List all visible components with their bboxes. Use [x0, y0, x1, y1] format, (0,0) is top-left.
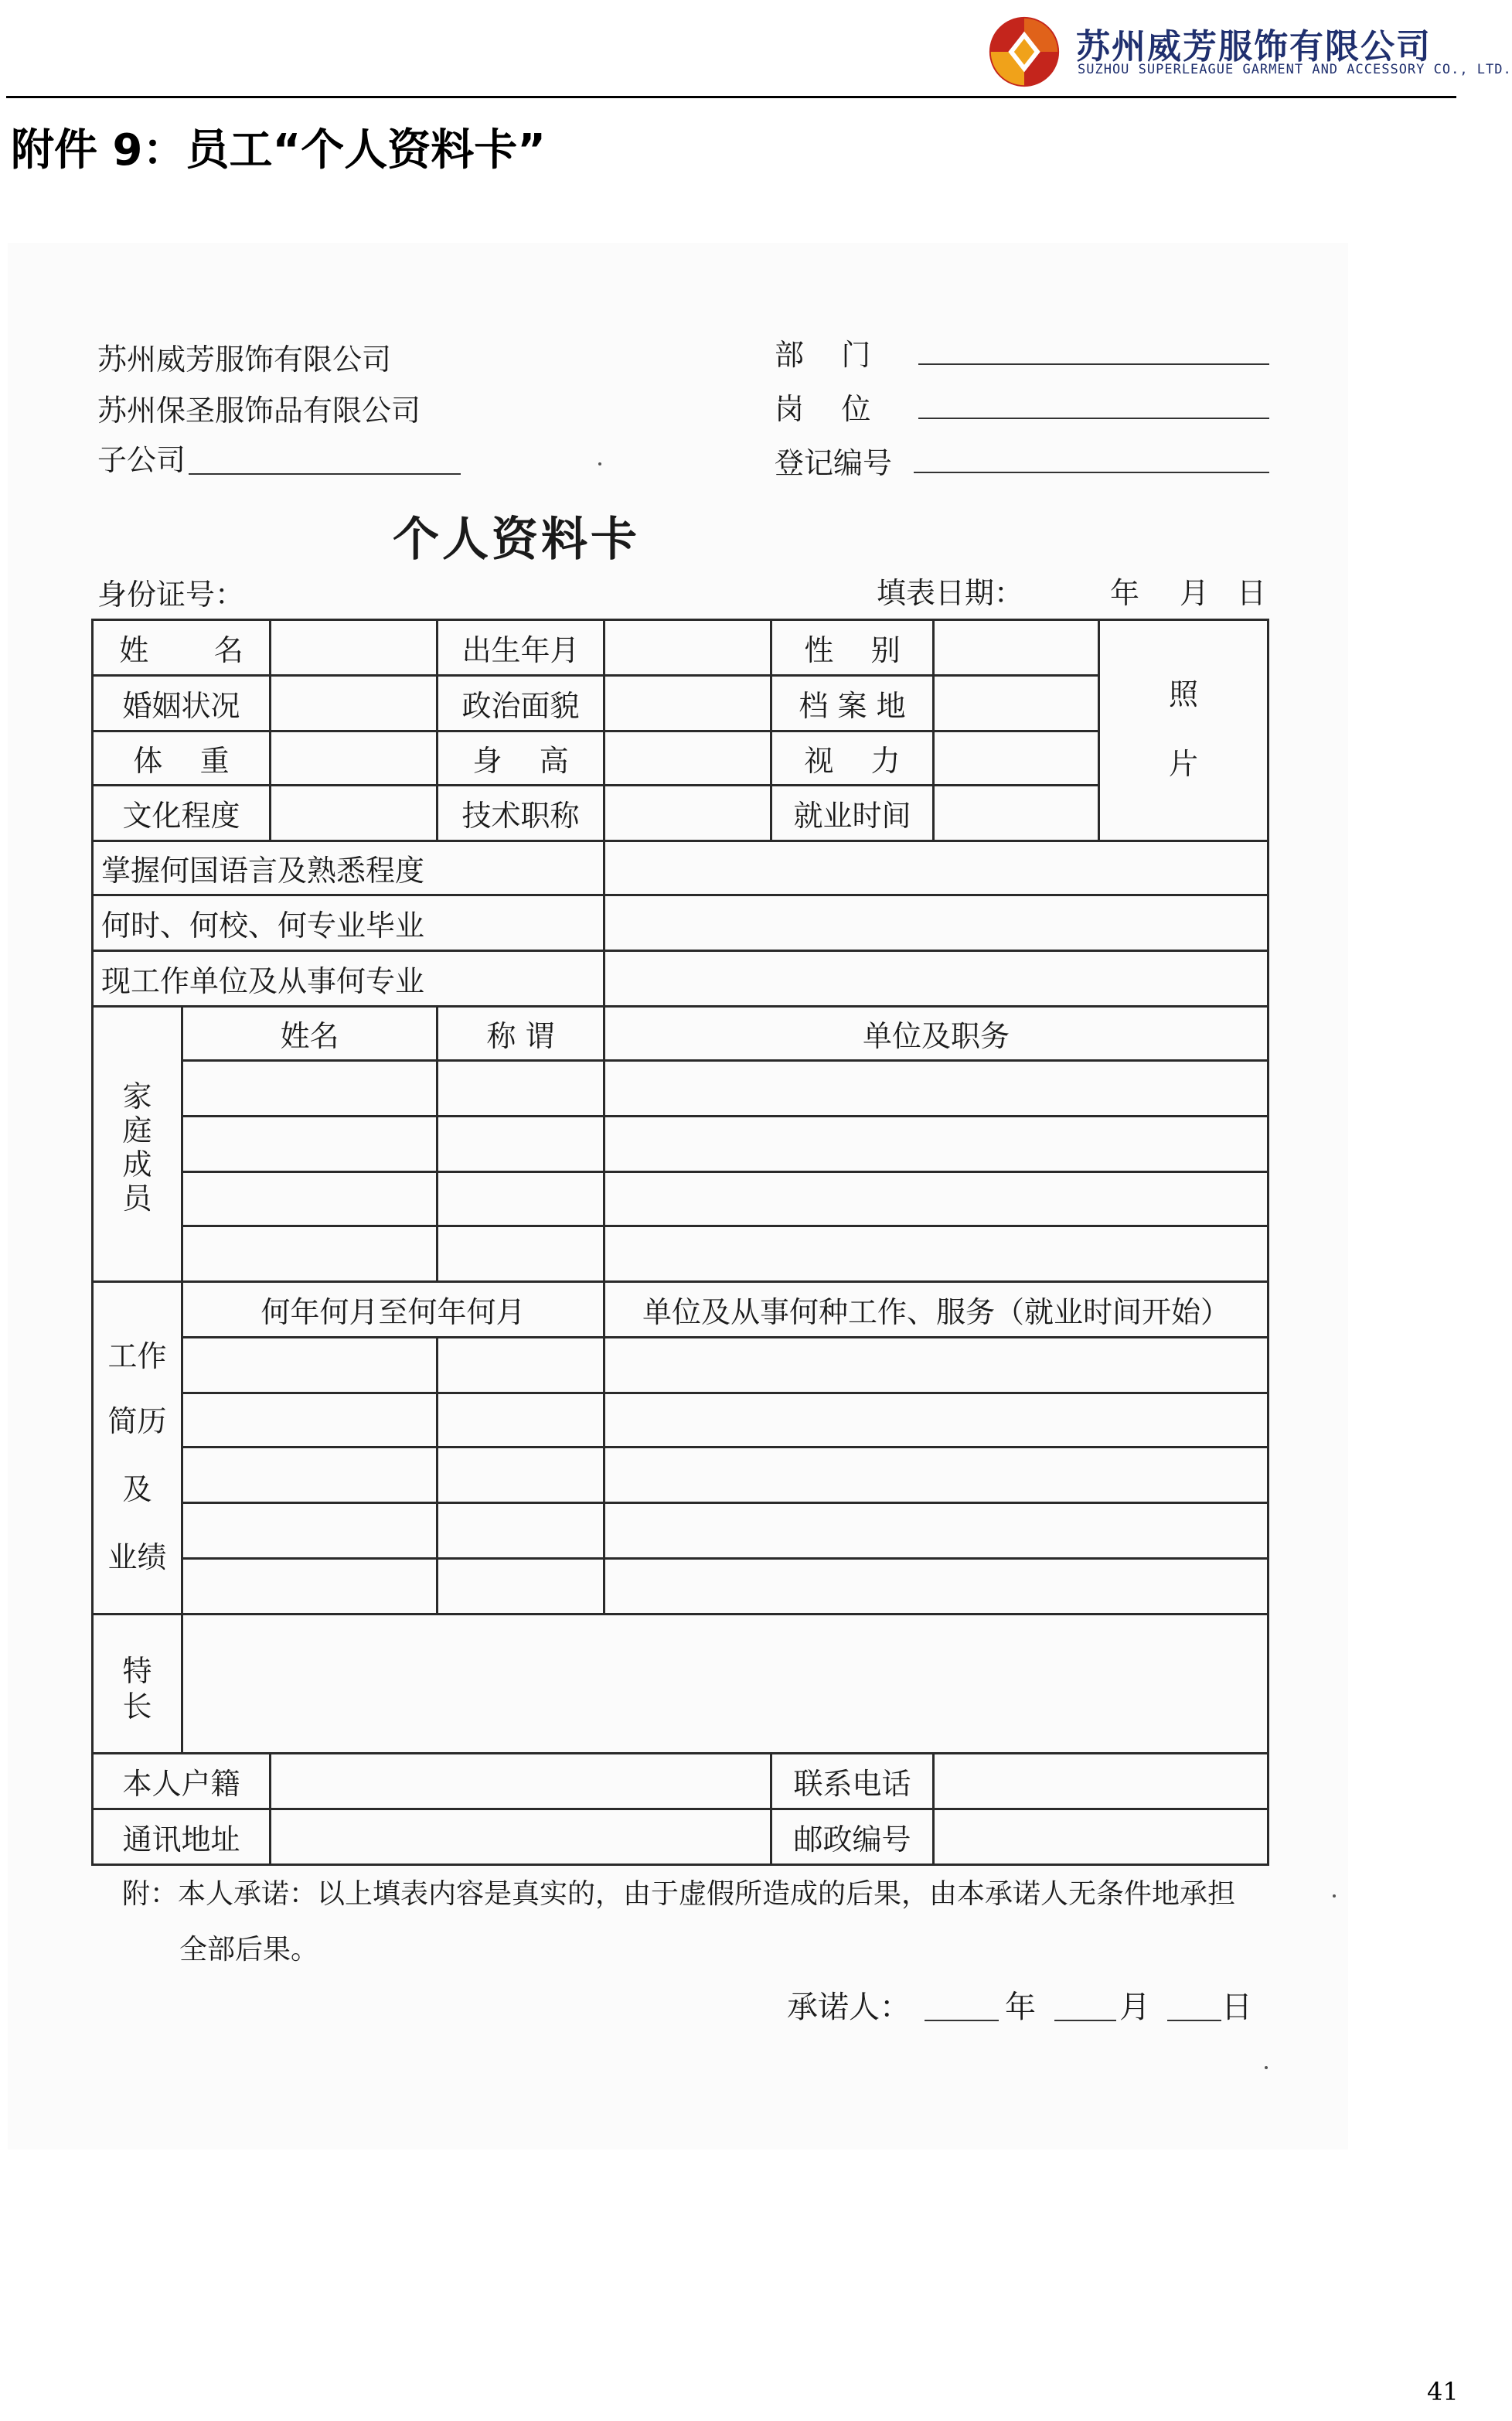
subsidiary-underline: [189, 473, 461, 475]
id-number-label: 身份证号：: [97, 578, 245, 612]
grid-line: [181, 1392, 1269, 1394]
position-underline: [918, 418, 1269, 419]
pledge-text-line-1: 附：本人承诺：以上填表内容是真实的，由于虚假所造成的后果，由本承诺人无条件地承担: [122, 1878, 1236, 1910]
registration-label: 登记编号: [775, 446, 893, 480]
grid-line: [603, 840, 605, 1006]
family-label-char: 庭: [122, 1113, 152, 1148]
department-underline: [918, 363, 1269, 365]
family-members-label: [94, 1079, 181, 1216]
family-header-unit: 单位及职务: [862, 1019, 1010, 1053]
grid-line: [181, 1115, 1269, 1117]
label-vision: 视 力: [804, 744, 901, 778]
label-employment-time: 就业时间: [793, 799, 911, 833]
family-header-name: 姓名: [280, 1019, 339, 1053]
diamond-logo-icon: [988, 15, 1061, 88]
fill-date-label: 填表日期：: [877, 576, 1024, 610]
fill-date-day: 日: [1237, 576, 1267, 610]
label-birth: 出生年月: [461, 633, 580, 667]
label-current-work: 现工作单位及从事何专业: [101, 964, 425, 998]
photo-label-2: 片: [1168, 746, 1198, 781]
label-graduation: 何时、何校、何专业毕业: [101, 909, 425, 943]
work-header-unit: 单位及从事何种工作、服务（就业时间开始）: [642, 1295, 1230, 1329]
scan-speck: [598, 462, 601, 465]
grid-line: [181, 1446, 1269, 1448]
label-postal-code: 邮政编号: [793, 1823, 911, 1857]
sig-day: 日: [1221, 1990, 1252, 2025]
work-label-line: 及: [122, 1471, 152, 1506]
label-phone: 联系电话: [793, 1767, 911, 1801]
work-label-line: 工作: [107, 1338, 167, 1373]
company-line-1: 苏州威芳服饰有限公司: [97, 343, 392, 377]
position-label: 岗 位: [775, 392, 871, 426]
header-divider: [6, 96, 1456, 98]
fill-date-year: 年: [1110, 576, 1140, 610]
registration-underline: [914, 472, 1269, 473]
label-tech-title: 技术职称: [461, 799, 580, 833]
family-label-char: 成: [122, 1147, 152, 1182]
sig-year-underline: [925, 2020, 999, 2021]
scan-speck: [1333, 1894, 1336, 1898]
form-title: 个人资料卡: [393, 513, 640, 567]
label-marital: 婚姻状况: [122, 689, 240, 723]
work-label-line: 业绩: [107, 1540, 167, 1574]
label-education: 文化程度: [122, 799, 240, 833]
work-header-period: 何年何月至何年何月: [261, 1295, 526, 1329]
fill-date-month: 月: [1180, 576, 1210, 610]
label-languages: 掌握何国语言及熟悉程度: [101, 854, 425, 888]
family-label-char: 员: [122, 1182, 152, 1216]
grid-line: [269, 1752, 271, 1863]
label-address: 通讯地址: [122, 1823, 240, 1857]
label-weight: 体 重: [133, 744, 230, 778]
grid-line: [91, 1863, 1269, 1866]
department-label: 部 门: [775, 338, 871, 372]
specialty-label-char: 特: [122, 1654, 152, 1688]
grid-line: [1098, 619, 1100, 841]
sig-month: 月: [1119, 1990, 1150, 2025]
specialty-label-char: 长: [122, 1690, 152, 1724]
specialty-label: [94, 1653, 181, 1725]
sig-month-underline: [1054, 2020, 1116, 2021]
photo-label-1: 照: [1168, 677, 1198, 711]
family-header-relation: 称 谓: [486, 1019, 555, 1053]
page-number: 41: [1427, 2377, 1459, 2406]
pledge-text-line-2: 全部后果。: [179, 1934, 319, 1966]
grid-line: [181, 1613, 183, 1752]
company-line-2: 苏州保圣服饰品有限公司: [97, 394, 421, 428]
pledger-label: 承诺人：: [787, 1990, 911, 2025]
grid-line: [91, 1613, 1269, 1615]
label-political: 政治面貌: [461, 689, 580, 723]
grid-line: [181, 1059, 1269, 1062]
sig-day-underline: [1167, 2020, 1221, 2021]
attachment-title: 附件 9：员工“个人资料卡”: [11, 125, 547, 176]
family-label-char: 家: [122, 1079, 152, 1113]
label-gender: 性 别: [804, 633, 901, 667]
grid-line: [181, 1225, 1269, 1227]
grid-line: [603, 619, 605, 841]
grid-line: [932, 619, 935, 841]
grid-line: [181, 1557, 1269, 1560]
scan-speck: [1265, 2066, 1268, 2069]
label-archive: 档 案 地: [799, 689, 906, 723]
sig-year: 年: [1005, 1990, 1036, 2025]
label-household: 本人户籍: [122, 1767, 240, 1801]
grid-line: [269, 619, 271, 841]
work-label-line: 简历: [107, 1403, 167, 1438]
subsidiary-label: 子公司: [97, 443, 186, 477]
grid-line: [1267, 619, 1269, 1866]
label-name: 姓 名: [119, 633, 243, 667]
company-name-cn: 苏州威芳服饰有限公司: [1076, 27, 1432, 66]
company-name-en: SUZHOU SUPERLEAGUE GARMENT AND ACCESSORY CO., LTD.: [1078, 62, 1512, 77]
grid-line: [181, 1171, 1269, 1173]
grid-line: [181, 1502, 1269, 1504]
grid-line: [436, 1336, 438, 1613]
grid-line: [181, 1336, 1269, 1338]
grid-line: [932, 1752, 935, 1863]
label-height: 身 高: [472, 744, 569, 778]
